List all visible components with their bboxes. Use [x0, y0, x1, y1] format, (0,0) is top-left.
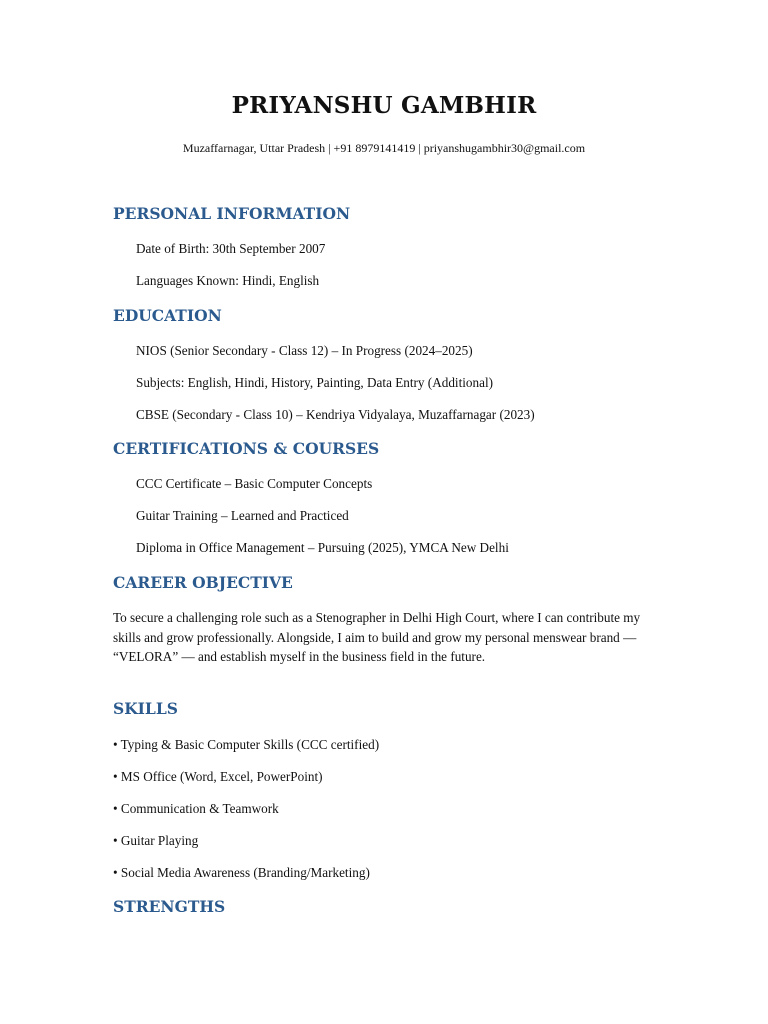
- skill-item-social-media: • Social Media Awareness (Branding/Marketing): [113, 865, 370, 880]
- section-heading-personal-information: PERSONAL INFORMATION: [113, 204, 351, 223]
- section-heading-skills: SKILLS: [113, 699, 178, 718]
- section-heading-certifications: CERTIFICATIONS & COURSES: [113, 439, 380, 458]
- skill-item-communication: • Communication & Teamwork: [113, 801, 279, 816]
- career-objective-text: To secure a challenging role such as a Stenographer in Delhi High Court, where I can contribute my skills and grow professionally. Alongside, I aim to build and grow my personal menswear brand — “VELORA” — and establish myself in the business field in the future.: [113, 610, 641, 664]
- certification-item-ccc: CCC Certificate – Basic Computer Concepts: [136, 476, 373, 491]
- personal-info-languages: Languages Known: Hindi, English: [136, 273, 320, 288]
- skill-item-typing: • Typing & Basic Computer Skills (CCC certified): [113, 737, 380, 752]
- section-heading-education: EDUCATION: [113, 306, 222, 325]
- education-item-subjects: Subjects: English, Hindi, History, Painting, Data Entry (Additional): [136, 375, 494, 390]
- section-heading-career-objective: CAREER OBJECTIVE: [113, 573, 293, 592]
- personal-info-dob: Date of Birth: 30th September 2007: [136, 241, 326, 256]
- section-heading-strengths: STRENGTHS: [113, 897, 226, 916]
- education-item-nios: NIOS (Senior Secondary - Class 12) – In Progress (2024–2025): [136, 343, 473, 358]
- education-item-cbse: CBSE (Secondary - Class 10) – Kendriya Vidyalaya, Muzaffarnagar (2023): [136, 407, 535, 422]
- skill-item-ms-office: • MS Office (Word, Excel, PowerPoint): [113, 769, 323, 784]
- certification-item-diploma: Diploma in Office Management – Pursuing (2025), YMCA New Delhi: [136, 540, 509, 555]
- candidate-name: PRIYANSHU GAMBHIR: [231, 92, 537, 119]
- certification-item-guitar: Guitar Training – Learned and Practiced: [136, 508, 349, 523]
- skill-item-guitar: • Guitar Playing: [113, 833, 199, 848]
- contact-line: Muzaffarnagar, Uttar Pradesh | +91 8979141419 | priyanshugambhir30@gmail.com: [182, 141, 586, 155]
